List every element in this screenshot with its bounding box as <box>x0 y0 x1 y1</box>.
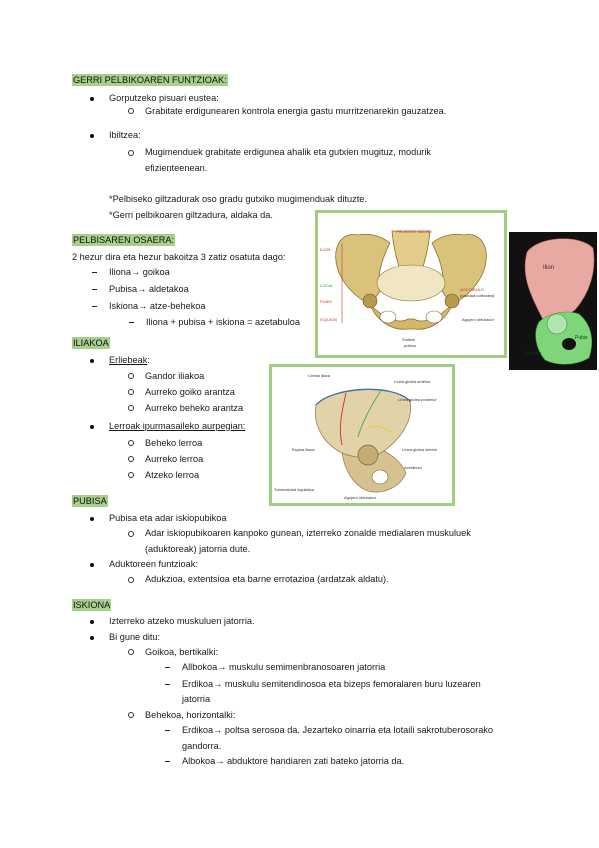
sub-bullet <box>128 405 134 411</box>
hip-bone-colored-figure <box>509 232 597 370</box>
list-item: Gandor iliakoa <box>145 371 205 381</box>
list-item: Iskiona→ atze-behekoa <box>109 301 206 311</box>
list-item: Adukzioa, extentsioa eta barne errotazioa (ardatzak aldatu). <box>145 574 389 584</box>
list-item: Erdikoa→ poltsa serosoa da. Jezarteko oinarria eta lotaili sakrotuberosorako <box>182 725 494 735</box>
fig-label: PROMONT SACRO <box>396 229 432 234</box>
sub-bullet <box>128 440 134 446</box>
fig-label: Isquion <box>525 351 542 357</box>
fig-label: Sínfisis <box>402 337 415 342</box>
bullet <box>90 134 94 138</box>
list-item: Ibiltzea: <box>109 130 141 140</box>
list-item: Grabitate erdigunearen kontrola energia gastu murritzenarekin gauzatzea. <box>145 106 447 116</box>
paragraph: 2 hezur dira eta hezur bakoitza 3 zatiz osatuta dago: <box>72 252 286 262</box>
sub-bullet <box>128 531 134 537</box>
dash-marker <box>165 684 170 685</box>
fig-label: Espina iliaca <box>292 447 315 452</box>
note: *Pelbiseko giltzadurak oso gradu gutxiko mugimenduak dituzte. <box>109 194 367 204</box>
bullet <box>90 620 94 624</box>
bullet <box>90 425 94 429</box>
list-item: Mugimenduek grabitate erdigunea ahalik eta gutxien mugituz, modurik <box>145 147 432 157</box>
list-item: Aurreko lerroa <box>145 454 204 464</box>
dash-marker <box>92 272 97 273</box>
bullet <box>90 563 94 567</box>
dash-marker <box>165 667 170 668</box>
list-item: Atzeko lerroa <box>145 470 200 480</box>
fig-label: Pubis <box>575 335 588 341</box>
hip-bone-colored-illustration <box>509 232 597 370</box>
list-item: Gorputzeko pisuari eustea: <box>109 93 219 103</box>
list-item: Izterreko atzeko muskuluen jatorria. <box>109 616 255 626</box>
sub-bullet <box>128 389 134 395</box>
list-item: Albokoa→ abduktore handiaren zati bateko jatorria da. <box>182 756 405 766</box>
dash-marker <box>165 761 170 762</box>
fig-label: ISQUION <box>320 317 337 322</box>
list-item: Goikoa, bertikalki: <box>145 647 219 657</box>
list-item: Pubisa eta adar iskiopubikoa <box>109 513 227 523</box>
fig-label: ILION <box>320 247 331 252</box>
sub-bullet <box>128 150 134 156</box>
fig-label: Acetábulo <box>404 465 422 470</box>
fig-label: Cresta iliaca <box>308 373 331 378</box>
bullet <box>90 97 94 101</box>
dash-marker <box>129 322 134 323</box>
sub-bullet <box>128 577 134 583</box>
hip-bone-lateral-illustration <box>272 367 452 503</box>
fig-label: ACETABULO <box>460 287 484 292</box>
list-item-continued: (aduktoreak) jatorria dute. <box>145 544 251 554</box>
fig-label: Agujero obturador <box>462 317 495 322</box>
sub-bullet <box>128 712 134 718</box>
list-item: Aduktoreen funtzioak: <box>109 559 198 569</box>
list-item: Allbokoa→ muskulu semimenbranosoaren jatorria <box>182 662 386 672</box>
fig-label: Agujero obturador <box>344 495 377 500</box>
list-item: Bi gune ditu: <box>109 632 161 642</box>
fig-label: LOCAL <box>320 283 334 288</box>
bullet <box>90 359 94 363</box>
list-item: Behekoa, horizontalki: <box>145 710 236 720</box>
list-item: Lerroak ipurmasaileko aurpegian: <box>109 421 246 431</box>
section-heading-pubisa: PUBISA <box>73 496 107 506</box>
fig-label: Tuberosidad isquiática <box>274 487 314 492</box>
sub-bullet <box>128 108 134 114</box>
bullet <box>90 636 94 640</box>
section-heading-gerri: GERRI PELBIKOAREN FUNTZIOAK: <box>73 75 227 85</box>
dash-marker <box>92 306 97 307</box>
pelvis-front-figure <box>315 210 507 358</box>
bullet <box>90 517 94 521</box>
list-item-continued: efizienteenean. <box>145 163 208 173</box>
note: *Gerri pelbikoaren giltzadura, aldaka da. <box>109 210 273 220</box>
sub-bullet <box>128 456 134 462</box>
list-item: Iliona + pubisa + iskiona = azetabuloa <box>146 317 301 327</box>
fig-label: PUBIS <box>320 299 333 304</box>
list-item: Erdikoa→ muskulu semitendinosoa eta bizeps femoralaren buru luzearen <box>182 679 481 689</box>
dash-marker <box>165 730 170 731</box>
dash-marker <box>92 289 97 290</box>
list-item: Pubisa→ aldetakoa <box>109 284 189 294</box>
fig-label: Línea glútea inferior <box>402 447 438 452</box>
list-item-continued: gandorra. <box>182 741 222 751</box>
list-item <box>109 354 150 366</box>
section-heading-osaera: PELBISAREN OSAERA: <box>73 235 175 245</box>
list-item: Aurreko beheko arantza <box>145 403 244 413</box>
fig-label: Línea glútea anterior <box>394 379 431 384</box>
list-item-continued: jatorria <box>182 694 211 704</box>
section-heading-iskiona: ISKIONA <box>73 600 111 610</box>
hip-bone-lateral-figure <box>269 364 455 506</box>
fig-label: púbica <box>404 343 416 348</box>
list-item: Iliona→ goikoa <box>109 267 170 277</box>
list-item: Adar iskiopubikoaren kanpoko gunean, izterreko zonalde medialaren muskuluek <box>145 528 471 538</box>
underlined-term: Erliebeak <box>109 355 148 365</box>
section-heading-iliakoa: ILIAKOA <box>73 338 109 348</box>
sub-bullet <box>128 649 134 655</box>
fig-label: Ilion <box>543 265 555 271</box>
fig-label: Línea glútea posterior <box>398 397 437 402</box>
colon: : <box>147 355 150 365</box>
list-item: Aurreko goiko arantza <box>145 387 235 397</box>
sub-bullet <box>128 373 134 379</box>
list-item: Beheko lerroa <box>145 438 203 448</box>
pelvis-front-illustration <box>318 213 504 355</box>
sub-bullet <box>128 472 134 478</box>
fig-label: (cavidad cotiloidea) <box>460 293 495 298</box>
